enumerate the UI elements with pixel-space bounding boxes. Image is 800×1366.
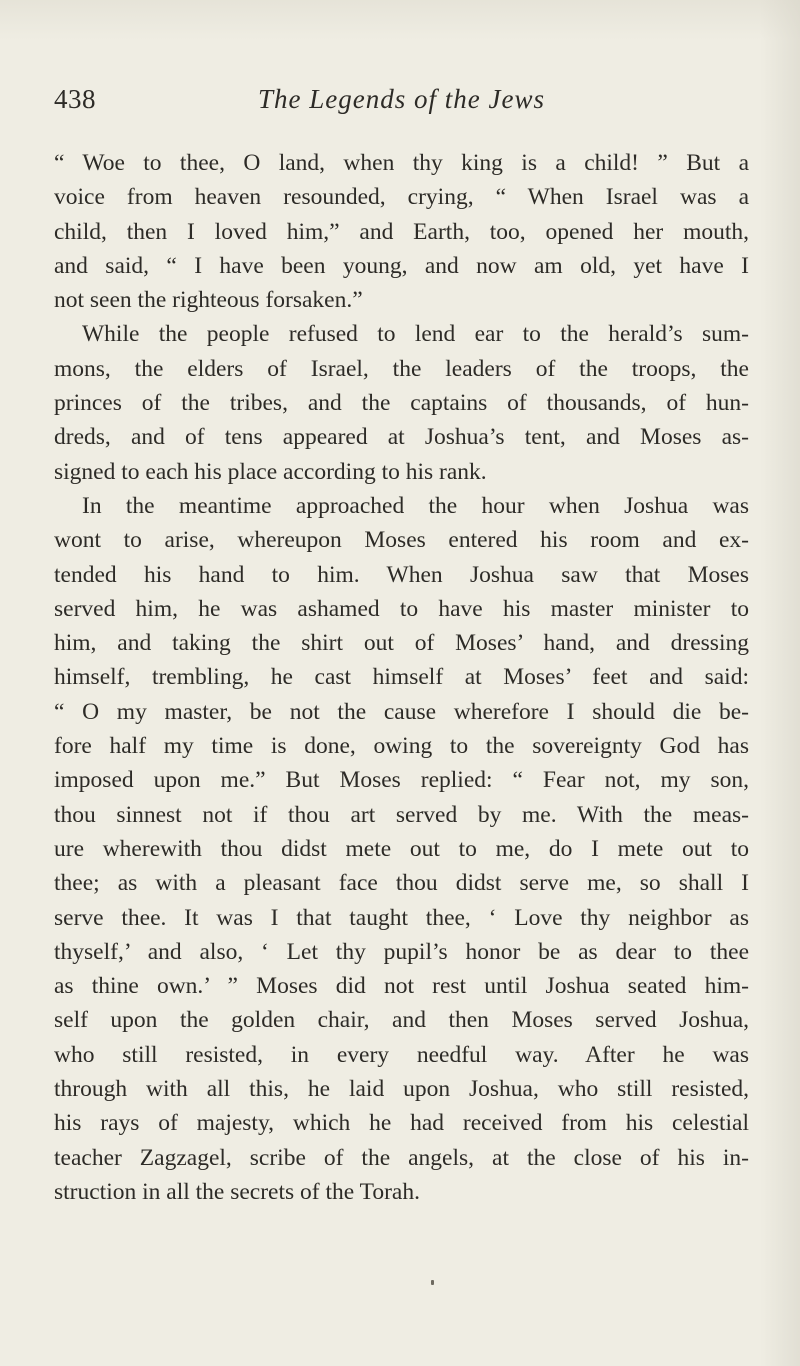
text-line: him, and taking the shirt out of Moses’ hand, and dressing bbox=[54, 630, 749, 657]
paragraph-start-line: While the people refused to lend ear to the herald’s sum- bbox=[82, 321, 749, 348]
text-line: dreds, and of tens appeared at Joshua’s tent, and Moses as- bbox=[54, 424, 749, 451]
text-line: self upon the golden chair, and then Moses served Joshua, bbox=[54, 1007, 749, 1034]
text-line: fore half my time is done, owing to the sovereignty God has bbox=[54, 733, 749, 760]
text-line: thyself,’ and also, ‘ Let thy pupil’s honor be as dear to thee bbox=[54, 938, 749, 965]
paragraph-start-line: In the meantime approached the hour when Joshua was bbox=[82, 492, 749, 519]
text-line: imposed upon me.” But Moses replied: “ Fear not, my son, bbox=[54, 767, 749, 794]
text-line: voice from heaven resounded, crying, “ When Israel was a bbox=[54, 184, 749, 211]
text-line: thee; as with a pleasant face thou didst serve me, so shall I bbox=[54, 870, 749, 897]
text-line: struction in all the secrets of the Torah. bbox=[54, 1178, 420, 1205]
page-number: 438 bbox=[54, 84, 96, 114]
text-line: through with all this, he laid upon Joshua, who still resisted, bbox=[54, 1076, 749, 1103]
text-line: child, then I loved him,” and Earth, too, opened her mouth, bbox=[54, 218, 749, 245]
text-line: himself, trembling, he cast himself at Moses’ feet and said: bbox=[54, 664, 749, 691]
text-line: teacher Zagzagel, scribe of the angels, at the close of his in- bbox=[54, 1144, 749, 1171]
text-line: his rays of majesty, which he had received from his celestial bbox=[54, 1110, 749, 1137]
text-line: ure wherewith thou didst mete out to me, do I mete out to bbox=[54, 835, 749, 862]
text-line: tended his hand to him. When Joshua saw that Moses bbox=[54, 561, 749, 588]
text-line: serve thee. It was I that taught thee, ‘ Love thy neighbor as bbox=[54, 904, 749, 931]
text-line: wont to arise, whereupon Moses entered his room and ex- bbox=[54, 527, 749, 554]
running-title: The Legends of the Jews bbox=[258, 84, 545, 114]
text-line: “ Woe to thee, O land, when thy king is a child! ” But a bbox=[54, 150, 749, 176]
page-edge-shadow-right bbox=[760, 0, 800, 1366]
page-edge-shadow-top bbox=[0, 0, 800, 40]
text-line: served him, he was ashamed to have his master minister to bbox=[54, 595, 749, 622]
text-line: who still resisted, in every needful way. After he was bbox=[54, 1041, 749, 1068]
text-line: princes of the tribes, and the captains of thousands, of hun- bbox=[54, 390, 749, 417]
text-line: signed to each his place according to his rank. bbox=[54, 458, 487, 485]
text-line: and said, “ I have been young, and now am old, yet have I bbox=[54, 252, 749, 279]
text-line: mons, the elders of Israel, the leaders of the troops, the bbox=[54, 355, 749, 382]
text-line: not seen the righteous forsaken.” bbox=[54, 287, 363, 314]
text-line: “ O my master, be not the cause wherefore I should die be- bbox=[54, 698, 749, 725]
paper-speck bbox=[431, 1280, 434, 1285]
body-text bbox=[54, 146, 749, 1209]
text-line: thou sinnest not if thou art served by me. With the meas- bbox=[54, 801, 749, 828]
text-line: as thine own.’ ” Moses did not rest until Joshua seated him- bbox=[54, 973, 749, 1000]
page-header bbox=[54, 84, 749, 124]
